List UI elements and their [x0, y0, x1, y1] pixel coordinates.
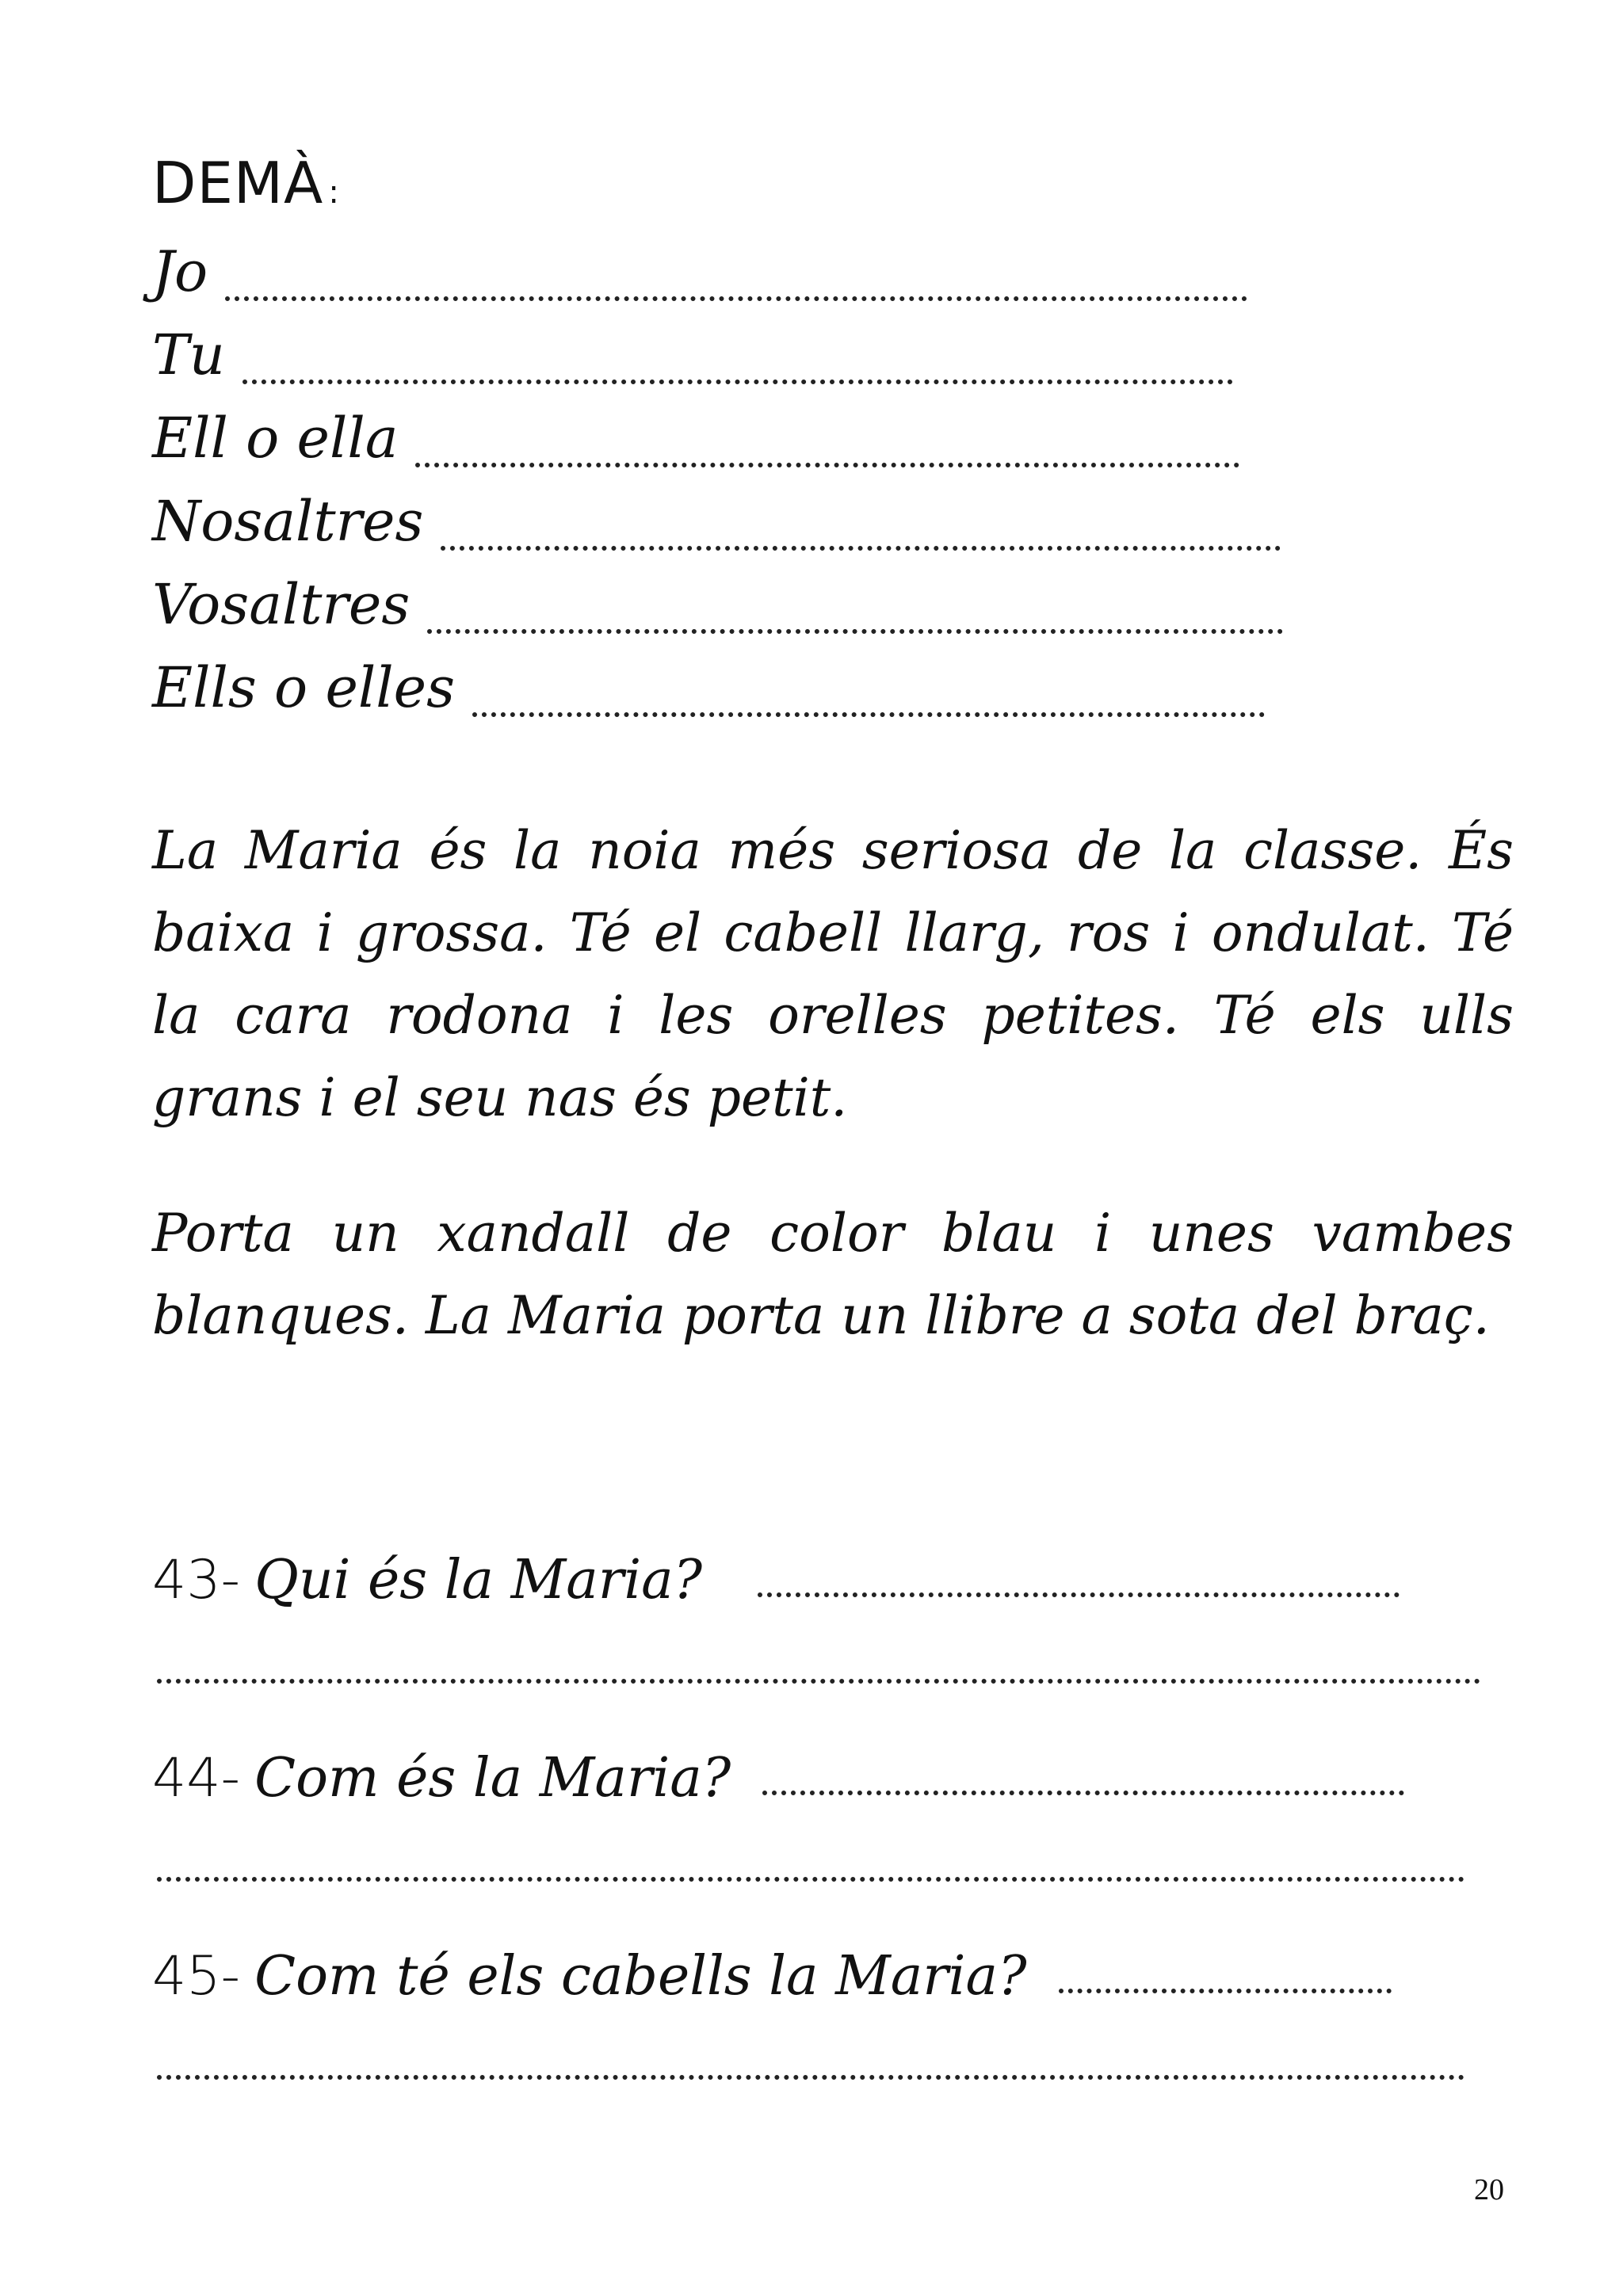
- conjugation-row: [152, 406, 1239, 482]
- question-number: 45-: [152, 1945, 241, 2008]
- answer-dotted-line[interactable]: [225, 296, 1247, 301]
- conjugation-row: [152, 489, 1281, 565]
- answer-dotted-line[interactable]: [441, 545, 1281, 551]
- answer-dotted-line[interactable]: [1059, 1988, 1392, 1993]
- conjugation-row: [152, 655, 1265, 731]
- reading-paragraph-2: Porta un xandall de color blau i unes vambes blanques. La Maria porta un llibre a sota del braç.: [152, 1203, 1514, 1346]
- answer-dotted-line[interactable]: [762, 1790, 1404, 1795]
- pronoun-label: Ell o ella: [152, 406, 399, 471]
- heading-title: DEMÀ: [152, 150, 324, 216]
- pronoun-label: Tu: [152, 322, 225, 387]
- answer-dotted-line[interactable]: [472, 711, 1265, 717]
- answer-dotted-line[interactable]: [157, 1876, 1465, 1882]
- question-43: [152, 1549, 1400, 1611]
- section-heading: [152, 150, 340, 216]
- answer-dotted-line[interactable]: [415, 462, 1239, 467]
- pronoun-label: Nosaltres: [152, 489, 424, 554]
- conjugation-row: [152, 239, 1247, 315]
- reading-paragraph-1: La Maria és la noia més seriosa de la classe. És baixa i grossa. Té el cabell llarg, ros i ondulat. Té la cara rodona i les orelles petites. Té els ulls grans i el seu nas és petit.: [152, 820, 1514, 1128]
- question-text: Com té els cabells la Maria?: [254, 1945, 1027, 2008]
- question-text: Qui és la Maria?: [254, 1549, 703, 1611]
- pronoun-label: Vosaltres: [152, 572, 411, 637]
- answer-dotted-line[interactable]: [242, 379, 1233, 384]
- pronoun-label: Jo: [152, 239, 208, 304]
- question-number: 44-: [152, 1747, 241, 1810]
- heading-colon: :: [328, 174, 340, 211]
- question-number: 43-: [152, 1549, 241, 1611]
- answer-dotted-line[interactable]: [157, 2074, 1465, 2080]
- question-text: Com és la Maria?: [254, 1747, 731, 1810]
- pronoun-label: Ells o elles: [152, 655, 455, 720]
- answer-dotted-line[interactable]: [157, 1678, 1480, 1684]
- answer-dotted-line[interactable]: [758, 1592, 1400, 1597]
- page-number: 20: [1474, 2173, 1504, 2206]
- question-44: [152, 1747, 1404, 1810]
- conjugation-row: [152, 572, 1283, 648]
- conjugation-row: [152, 322, 1233, 399]
- answer-dotted-line[interactable]: [427, 628, 1283, 634]
- question-45: [152, 1945, 1392, 2008]
